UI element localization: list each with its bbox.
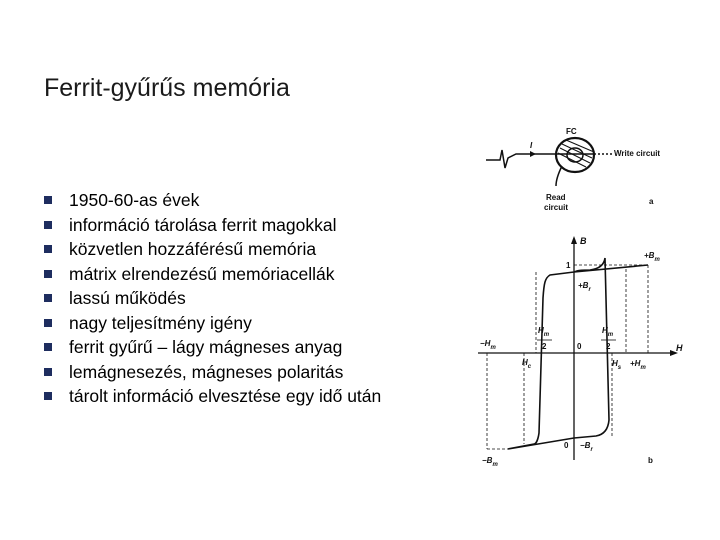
h-axis-label: H [676, 343, 683, 353]
core-labels [530, 127, 660, 212]
state-one-label: 1 [566, 261, 571, 270]
origin-label: 0 [577, 342, 582, 351]
bullet-item [44, 262, 381, 287]
b-axis-arrow-icon [571, 236, 577, 244]
bullet-square-icon [44, 221, 52, 229]
bullet-text: lemágnesezés, mágneses polaritás [69, 361, 344, 382]
read-circuit-label: Read [546, 193, 566, 202]
bullet-text: mátrix elrendezésű memóriacellák [69, 263, 335, 284]
bullet-square-icon [44, 368, 52, 376]
bm-neg-label: $-B_m$ [482, 456, 498, 468]
current-arrow-icon [530, 151, 536, 157]
bullet-item [44, 237, 381, 262]
bullet-square-icon [44, 392, 52, 400]
frac-neg-den: 2 [542, 342, 547, 351]
hm-neg-label: $-H_m$ [480, 339, 496, 351]
hc-label: $H_c$ [522, 358, 532, 370]
bullet-text: információ tárolása ferrit magokkal [69, 214, 337, 235]
read-wire [556, 166, 562, 186]
br-pos-label: $+B_r$ [578, 281, 591, 293]
read-circuit-label: circuit [544, 203, 569, 212]
bullet-text: nagy teljesítmény igény [69, 312, 252, 333]
b-axis-label: B [580, 236, 587, 246]
bullet-item [44, 213, 381, 238]
slide-title: Ferrit-gyűrűs memória [44, 74, 290, 102]
frac-pos-num: $H_m$ [602, 326, 614, 338]
bullet-square-icon [44, 270, 52, 278]
hm-pos-label: $+H_m$ [630, 359, 646, 371]
core-label: FC [566, 127, 577, 136]
frac-pos-den: 2 [606, 342, 611, 351]
part-a-label: a [649, 197, 654, 206]
bullet-text: ferrit gyűrű – lágy mágneses anyag [69, 337, 343, 357]
bullet-item [44, 360, 381, 385]
bullet-item [44, 384, 381, 409]
part-b-label: b [648, 456, 653, 465]
bullet-square-icon [44, 196, 52, 204]
write-wire [486, 150, 594, 168]
current-label: I [530, 141, 533, 150]
ferrite-core-diagram [486, 138, 613, 186]
bullet-text: tárolt információ elvesztése egy idő után [69, 386, 382, 406]
bullet-square-icon [44, 343, 52, 351]
bullet-item [44, 335, 381, 360]
bullet-square-icon [44, 294, 52, 302]
ferrite-core-figure [478, 118, 710, 472]
bullet-square-icon [44, 319, 52, 327]
bullet-list [44, 188, 381, 409]
dashed-guides [487, 265, 648, 449]
write-circuit-label: Write circuit [614, 149, 661, 158]
bullet-text: lassú működés [69, 288, 186, 308]
state-zero-label: 0 [564, 441, 569, 450]
bullet-square-icon [44, 245, 52, 253]
bullet-text: 1950-60-as évek [69, 190, 200, 210]
bullet-item [44, 311, 381, 336]
frac-neg-num: $H_m$ [538, 326, 550, 338]
bullet-text: közvetlen hozzáférésű memória [69, 239, 317, 259]
hs-label: $H_s$ [612, 359, 622, 371]
bullet-item [44, 286, 381, 311]
bm-pos-label: $+B_m$ [644, 251, 660, 263]
bullet-item [44, 188, 381, 213]
br-neg-label: $-B_r$ [580, 441, 593, 453]
